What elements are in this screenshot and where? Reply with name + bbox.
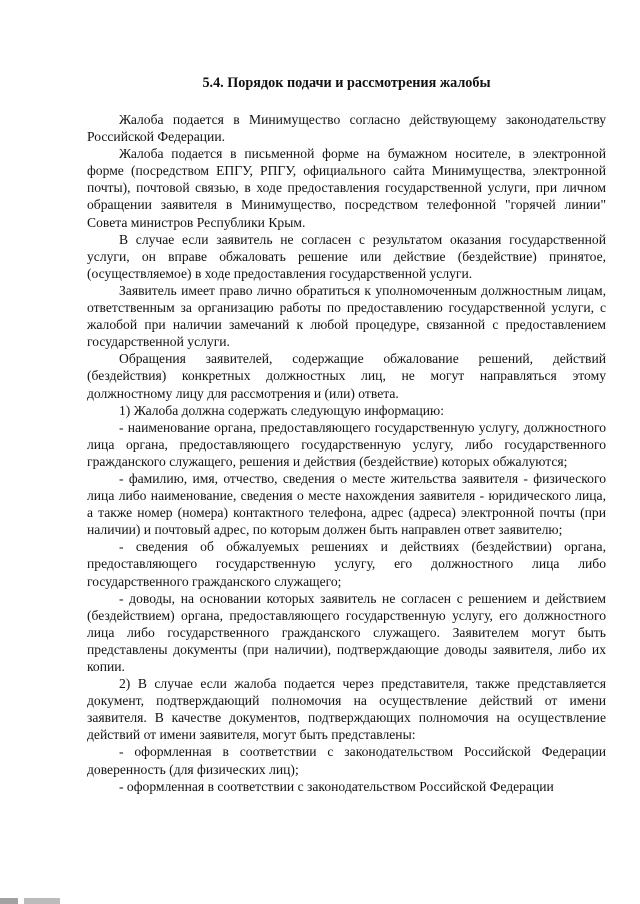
paragraph-8: - фамилию, имя, отчество, сведения о месте жительства заявителя - физического лица либо наименование, сведения о месте нахождения заявителя - юридического лица, а также номер (номера) контактного телефона, адрес (адреса) электронной почты (при наличии) и почтовый адрес, по которым должен быть направлен ответ заявителю; xyxy=(87,470,606,538)
paragraph-6: 1) Жалоба должна содержать следующую информацию: xyxy=(119,402,444,418)
paragraph-13: - оформленная в соответствии с законодательством Российской Федерации xyxy=(119,778,554,794)
document-body xyxy=(87,111,606,795)
paragraph-9: - сведения об обжалуемых решениях и действиях (бездействии) органа, предоставляющего государственную услугу, его должностного лица либо государственного гражданского служащего; xyxy=(87,539,606,589)
paragraph-5: Обращения заявителей, содержащие обжалование решений, действий (бездействия) конкретных должностных лиц, не могут направляться этому должностному лицу для рассмотрения и (или) ответа. xyxy=(87,351,606,401)
document-page xyxy=(87,74,606,795)
paragraph-7: - наименование органа, предоставляющего государственную услугу, должностного лица органа, предоставляющего государственную услугу, либо государственного гражданского служащего, решения и действия (бездействие) которых обжалуются; xyxy=(87,419,606,469)
paragraph-11: 2) В случае если жалоба подается через представителя, также представляется документ, подтверждающий полномочия на осуществление действий от имени заявителя. В качестве документов, подтверждающих полномочия на осуществление действий от имени заявителя, могут быть представлены: xyxy=(87,676,606,743)
section-title: 5.4. Порядок подачи и рассмотрения жалобы xyxy=(202,75,491,91)
paragraph-2: Жалоба подается в письменной форме на бумажном носителе, в электронной форме (посредством ЕПГУ, РПГУ, официального сайта Минимущества, электронной почты), почтовой связью, в ходе предоставления государственной услуги, при личном обращении заявителя в Минимущество, посредством телефонной "горячей линии" Совета министров Республики Крым. xyxy=(87,146,606,230)
paragraph-3: В случае если заявитель не согласен с результатом оказания государственной услуги, он вправе обжаловать решение или действие (бездействие) принятое, (осуществляемое) в ходе предоставления государственной услуги. xyxy=(87,231,606,281)
paragraph-12: - оформленная в соответствии с законодательством Российской Федерации доверенность (для физических лиц); xyxy=(87,744,606,777)
scan-edge-mark xyxy=(0,898,160,904)
paragraph-1: Жалоба подается в Минимущество согласно действующему законодательству Российской Федерации. xyxy=(87,112,606,145)
paragraph-10: - доводы, на основании которых заявитель не согласен с решением и действием (бездействием) органа, предоставляющего государственную услугу, его должностного лица либо государственного гражданского служащего. Заявителем могут быть представлены документы (при наличии), подтверждающие доводы заявителя, либо их копии. xyxy=(87,590,606,674)
paragraph-4: Заявитель имеет право лично обратиться к уполномоченным должностным лицам, ответственным за организацию работы по предоставлению государственной услуги, с жалобой при наличии замечаний к любой процедуре, связанной с предоставлением государственной услуги. xyxy=(87,282,606,350)
